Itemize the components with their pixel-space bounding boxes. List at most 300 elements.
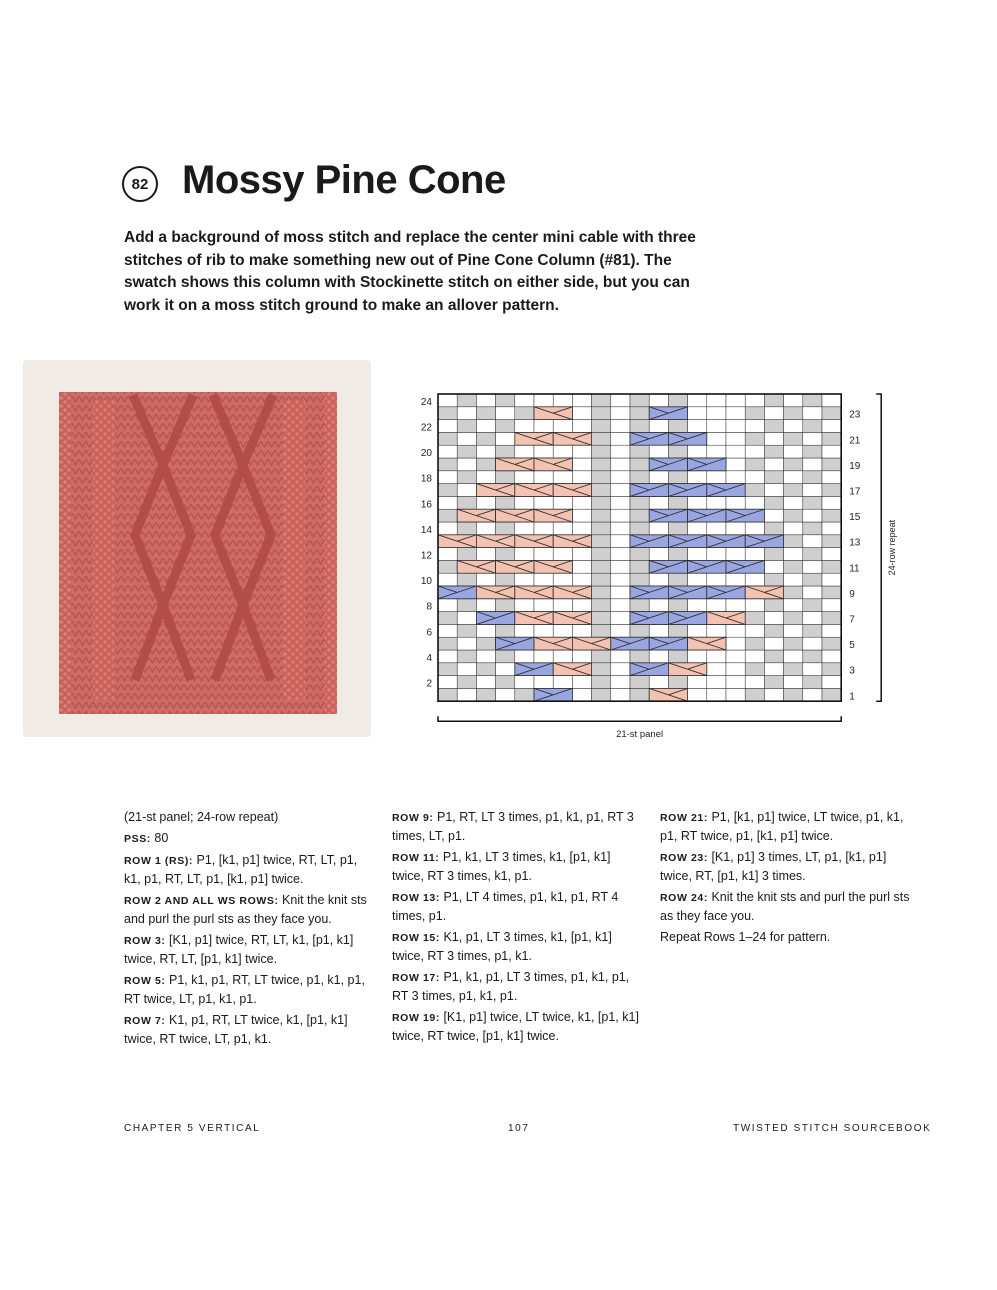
chart-cell	[572, 445, 591, 458]
chart-cell	[784, 522, 803, 535]
chart-cell	[592, 432, 611, 445]
chart-cell	[726, 407, 745, 420]
chart-cell	[688, 522, 707, 535]
row-text: P1, k1, LT 3 times, k1, [p1, k1] twice, RT 3 times, k1, p1.	[392, 850, 611, 883]
row-label-right: 13	[849, 537, 861, 549]
chart-cell	[764, 509, 783, 522]
row-label-left: 8	[426, 601, 432, 613]
chart-cell	[534, 420, 553, 433]
chart-cell	[803, 612, 822, 625]
row-label-left: 16	[420, 499, 432, 511]
row-text: P1, [k1, p1] twice, RT, LT, p1, k1, p1, RT, LT, p1, [k1, p1] twice.	[124, 853, 358, 886]
chart-cell	[572, 509, 591, 522]
chart-cell	[668, 394, 687, 407]
chart-cell	[822, 445, 841, 458]
chart-cell	[438, 663, 457, 676]
chart-cell	[803, 496, 822, 509]
chart-cell	[611, 624, 630, 637]
chart-cell	[822, 496, 841, 509]
chart-cell	[764, 394, 783, 407]
chart-cell	[726, 432, 745, 445]
chart-cell	[707, 407, 726, 420]
stitch-chart	[412, 388, 902, 743]
chart-cell	[515, 548, 534, 561]
chart-cell	[630, 650, 649, 663]
chart-cell	[534, 496, 553, 509]
row-19	[392, 1008, 642, 1045]
chart-cell	[476, 573, 495, 586]
row-text: P1, LT 4 times, p1, k1, p1, RT 4 times, p1.	[392, 890, 619, 923]
chart-cell	[745, 407, 764, 420]
chart-cell	[592, 624, 611, 637]
chart-cell	[764, 420, 783, 433]
row-7	[124, 1011, 374, 1048]
chart-cell	[611, 650, 630, 663]
chart-cell	[649, 522, 668, 535]
chart-cell	[649, 420, 668, 433]
chart-cell	[745, 599, 764, 612]
row-13	[392, 888, 642, 925]
chart-cell	[822, 522, 841, 535]
chart-cell	[803, 407, 822, 420]
chart-cell	[726, 522, 745, 535]
row-label: ROW 17:	[392, 972, 440, 984]
chart-cell	[803, 432, 822, 445]
chart-cell	[572, 496, 591, 509]
chart-cell	[784, 586, 803, 599]
chart-cell	[553, 496, 572, 509]
chart-cell	[822, 432, 841, 445]
chart-cell	[515, 688, 534, 701]
chart-cell	[515, 496, 534, 509]
row-label-right: 1	[849, 691, 855, 703]
chart-cell	[688, 407, 707, 420]
chart-cell	[611, 394, 630, 407]
chart-cell	[476, 407, 495, 420]
chart-cell	[476, 471, 495, 484]
instructions-column-3	[660, 808, 910, 1051]
chart-cell	[572, 420, 591, 433]
chart-cell	[592, 471, 611, 484]
chart-cell	[707, 650, 726, 663]
swatch-photo	[23, 360, 371, 737]
chart-cell	[803, 586, 822, 599]
repeat-note: Repeat Rows 1–24 for pattern.	[660, 930, 831, 944]
row-text: [K1, p1] twice, LT twice, k1, [p1, k1] twice, RT twice, [p1, k1] twice.	[392, 1010, 639, 1043]
row-label: ROW 1 (RS):	[124, 855, 194, 867]
chart-cell	[822, 624, 841, 637]
chart-cell	[611, 407, 630, 420]
chart-cell	[438, 407, 457, 420]
chart-cell	[496, 420, 515, 433]
chart-cell	[822, 612, 841, 625]
chart-cell	[764, 445, 783, 458]
chart-cell	[803, 573, 822, 586]
chart-cell	[688, 394, 707, 407]
chart-cell	[707, 663, 726, 676]
chart-cell	[611, 535, 630, 548]
chart-cell	[592, 560, 611, 573]
chart-cell	[649, 650, 668, 663]
row-label-left: 20	[420, 448, 432, 460]
chart-cell	[611, 432, 630, 445]
chart-cell	[688, 650, 707, 663]
chart-cell	[822, 509, 841, 522]
chart-cell	[764, 650, 783, 663]
row-label: ROW 13:	[392, 892, 440, 904]
chart-cell	[496, 407, 515, 420]
chart-cell	[630, 458, 649, 471]
chart-cell	[784, 560, 803, 573]
chart-cell	[496, 676, 515, 689]
chart-cell	[553, 624, 572, 637]
chart-cell	[688, 445, 707, 458]
chart-cell	[707, 471, 726, 484]
chart-cell	[476, 599, 495, 612]
chart-cell	[745, 420, 764, 433]
chart-cell	[649, 624, 668, 637]
footer-page-number: 107	[508, 1123, 530, 1134]
chart-cell	[457, 573, 476, 586]
chart-cell	[611, 599, 630, 612]
row-text: K1, p1, RT, LT twice, k1, [p1, k1] twice, RT twice, LT, p1, k1.	[124, 1013, 348, 1046]
chart-cell	[611, 663, 630, 676]
pss-value: 80	[154, 831, 169, 845]
chart-cell	[572, 624, 591, 637]
repeat-label: 24-row repeat	[887, 519, 898, 576]
row-text: P1, k1, p1, LT 3 times, p1, k1, p1, RT 3 times, p1, k1, p1.	[392, 970, 630, 1003]
chart-cell	[611, 548, 630, 561]
chart-cell	[438, 548, 457, 561]
chart-cell	[726, 650, 745, 663]
chart-cell	[496, 548, 515, 561]
chart-cell	[476, 394, 495, 407]
row-label-right: 9	[849, 588, 855, 600]
chart-cell	[534, 599, 553, 612]
chart-cell	[438, 394, 457, 407]
row-label-left: 6	[426, 627, 432, 639]
panel-label: 21-st panel	[616, 729, 664, 741]
chart-cell	[745, 496, 764, 509]
chart-cell	[438, 445, 457, 458]
row-label: ROW 19:	[392, 1012, 440, 1024]
chart-cell	[745, 612, 764, 625]
chart-cell	[822, 599, 841, 612]
chart-cell	[784, 458, 803, 471]
chart-cell	[745, 484, 764, 497]
chart-cell	[438, 432, 457, 445]
chart-cell	[688, 573, 707, 586]
chart-cell	[438, 676, 457, 689]
chart-cell	[764, 407, 783, 420]
chart-cell	[438, 484, 457, 497]
chart-cell	[764, 458, 783, 471]
chart-cell	[515, 420, 534, 433]
chart-cell	[534, 445, 553, 458]
chart-cell	[457, 548, 476, 561]
chart-cell	[784, 676, 803, 689]
pattern-number-badge: 82	[122, 166, 158, 202]
chart-cell	[822, 484, 841, 497]
chart-cell	[822, 676, 841, 689]
chart-cell	[572, 407, 591, 420]
chart-cell	[611, 484, 630, 497]
chart-cell	[592, 688, 611, 701]
chart-cell	[630, 522, 649, 535]
chart-cell	[592, 548, 611, 561]
chart-cell	[784, 599, 803, 612]
chart-cell	[438, 624, 457, 637]
chart-cell	[649, 445, 668, 458]
chart-cell	[745, 522, 764, 535]
chart-cell	[803, 484, 822, 497]
chart-cell	[534, 522, 553, 535]
chart-cell	[438, 420, 457, 433]
row-label: ROW 21:	[660, 812, 708, 824]
row-24	[660, 888, 910, 925]
chart-cell	[476, 496, 495, 509]
chart-cell	[822, 637, 841, 650]
row-label-left: 12	[420, 550, 432, 562]
chart-cell	[611, 676, 630, 689]
row-9	[392, 808, 642, 845]
chart-cell	[784, 496, 803, 509]
chart-cell	[515, 522, 534, 535]
chart-cell	[707, 394, 726, 407]
chart-cell	[457, 394, 476, 407]
chart-cell	[592, 458, 611, 471]
chart-cell	[457, 637, 476, 650]
chart-cell	[822, 560, 841, 573]
chart-cell	[688, 599, 707, 612]
chart-cell	[553, 548, 572, 561]
chart-cell	[803, 688, 822, 701]
pss-line	[124, 829, 374, 848]
chart-cell	[726, 394, 745, 407]
chart-cell	[649, 496, 668, 509]
chart-cell	[726, 676, 745, 689]
chart-cell	[784, 471, 803, 484]
chart-cell	[726, 637, 745, 650]
chart-cell	[745, 432, 764, 445]
chart-cell	[707, 573, 726, 586]
chart-cell	[611, 471, 630, 484]
chart-cell	[476, 420, 495, 433]
chart-cell	[572, 394, 591, 407]
chart-cell	[764, 548, 783, 561]
chart-cell	[668, 496, 687, 509]
chart-cell	[668, 522, 687, 535]
chart-cell	[668, 445, 687, 458]
chart-cell	[515, 573, 534, 586]
chart-cell	[534, 548, 553, 561]
pss-label: PSS:	[124, 833, 151, 845]
chart-cell	[630, 676, 649, 689]
chart-cell	[803, 394, 822, 407]
chart-cell	[726, 445, 745, 458]
chart-cell	[707, 624, 726, 637]
chart-cell	[496, 650, 515, 663]
chart-cell	[764, 573, 783, 586]
chart-cell	[457, 688, 476, 701]
row-5	[124, 971, 374, 1008]
footer-book-title: TWISTED STITCH SOURCEBOOK	[733, 1123, 932, 1134]
chart-cell	[630, 688, 649, 701]
chart-cell	[572, 599, 591, 612]
chart-cell	[476, 650, 495, 663]
pattern-intro: Add a background of moss stitch and replace the center mini cable with three stitches of rib to make something new out of Pine Cone Column (#81). The swatch shows this column with Stockinette stitch on either side, but you can work it on a moss stitch ground to make an allover pattern.	[124, 229, 696, 314]
row-3	[124, 931, 374, 968]
chart-cell	[457, 599, 476, 612]
chart-cell	[822, 688, 841, 701]
chart-cell	[496, 496, 515, 509]
chart-cell	[764, 663, 783, 676]
chart-cell	[784, 509, 803, 522]
chart-cell	[803, 599, 822, 612]
row-text: P1, [k1, p1] twice, LT twice, p1, k1, p1, RT twice, p1, [k1, p1] twice.	[660, 810, 904, 843]
chart-cell	[592, 509, 611, 522]
chart-cell	[668, 650, 687, 663]
chart-cell	[764, 612, 783, 625]
row-17	[392, 968, 642, 1005]
row-label-right: 5	[849, 640, 855, 652]
chart-cell	[764, 432, 783, 445]
chart-cell	[572, 458, 591, 471]
chart-cell	[496, 394, 515, 407]
chart-cell	[688, 420, 707, 433]
chart-cell	[726, 663, 745, 676]
chart-cell	[438, 560, 457, 573]
row-label-right: 21	[849, 435, 861, 447]
chart-cell	[457, 496, 476, 509]
chart-cell	[457, 407, 476, 420]
chart-cell	[649, 548, 668, 561]
chart-cell	[745, 548, 764, 561]
chart-cell	[745, 458, 764, 471]
row-label: ROW 5:	[124, 975, 166, 987]
chart-cell	[457, 612, 476, 625]
chart-cell	[726, 458, 745, 471]
chart-cell	[745, 624, 764, 637]
chart-cell	[764, 484, 783, 497]
chart-cell	[476, 663, 495, 676]
chart-cell	[688, 548, 707, 561]
chart-cell	[476, 637, 495, 650]
chart-cell	[707, 688, 726, 701]
chart-cell	[438, 612, 457, 625]
chart-cell	[745, 663, 764, 676]
chart-cell	[688, 688, 707, 701]
chart-cell	[496, 445, 515, 458]
chart-cell	[726, 471, 745, 484]
chart-cell	[630, 624, 649, 637]
chart-cell	[707, 420, 726, 433]
chart-cell	[592, 394, 611, 407]
footer-chapter: CHAPTER 5 VERTICAL	[124, 1123, 261, 1134]
chart-cell	[592, 663, 611, 676]
row-label: ROW 2 AND ALL WS ROWS:	[124, 895, 279, 907]
chart-cell	[611, 560, 630, 573]
chart-cell	[668, 676, 687, 689]
chart-cell	[668, 548, 687, 561]
chart-cell	[822, 407, 841, 420]
chart-cell	[803, 560, 822, 573]
chart-cell	[822, 548, 841, 561]
chart-cell	[803, 663, 822, 676]
chart-cell	[553, 394, 572, 407]
chart-cell	[457, 471, 476, 484]
chart-cell	[630, 496, 649, 509]
chart-cell	[592, 407, 611, 420]
chart-cell	[668, 624, 687, 637]
chart-cell	[745, 688, 764, 701]
chart-cell	[515, 445, 534, 458]
row-text: Knit the knit sts and purl the purl sts as they face you.	[124, 893, 367, 926]
chart-cell	[649, 573, 668, 586]
row-23	[660, 848, 910, 885]
panel-note: (21-st panel; 24-row repeat)	[124, 810, 279, 824]
row-label-left: 10	[420, 576, 432, 588]
row-label-right: 23	[849, 409, 861, 421]
chart-cell	[784, 688, 803, 701]
chart-cell	[630, 573, 649, 586]
chart-cell	[745, 650, 764, 663]
chart-cell	[611, 688, 630, 701]
chart-cell	[630, 420, 649, 433]
chart-cell	[726, 548, 745, 561]
instructions	[124, 808, 914, 1051]
chart-cell	[707, 548, 726, 561]
row-label: ROW 3:	[124, 935, 166, 947]
chart-cell	[764, 496, 783, 509]
chart-cell	[611, 522, 630, 535]
chart-cell	[534, 624, 553, 637]
row-1	[124, 851, 374, 888]
row-label-right: 7	[849, 614, 855, 626]
chart-cell	[438, 688, 457, 701]
chart-cell	[630, 509, 649, 522]
chart-cell	[572, 650, 591, 663]
chart-cell	[726, 624, 745, 637]
chart-cell	[764, 560, 783, 573]
chart-cell	[803, 676, 822, 689]
chart-cell	[745, 394, 764, 407]
pattern-title: Mossy Pine Cone	[182, 158, 506, 202]
chart-cell	[572, 573, 591, 586]
chart-cell	[496, 688, 515, 701]
chart-cell	[476, 522, 495, 535]
chart-cell	[534, 471, 553, 484]
chart-cell	[668, 471, 687, 484]
chart-cell	[476, 624, 495, 637]
chart-cell	[534, 676, 553, 689]
chart-cell	[822, 535, 841, 548]
chart-cell	[649, 394, 668, 407]
chart-cell	[668, 573, 687, 586]
chart-cell	[438, 509, 457, 522]
chart-cell	[822, 458, 841, 471]
row-label: ROW 24:	[660, 892, 708, 904]
row-11	[392, 848, 642, 885]
row-label-right: 17	[849, 486, 861, 498]
chart-cell	[611, 496, 630, 509]
chart-cell	[592, 612, 611, 625]
chart-cell	[822, 394, 841, 407]
chart-cell	[784, 535, 803, 548]
chart-cell	[726, 496, 745, 509]
chart-cell	[592, 445, 611, 458]
chart-cell	[611, 573, 630, 586]
